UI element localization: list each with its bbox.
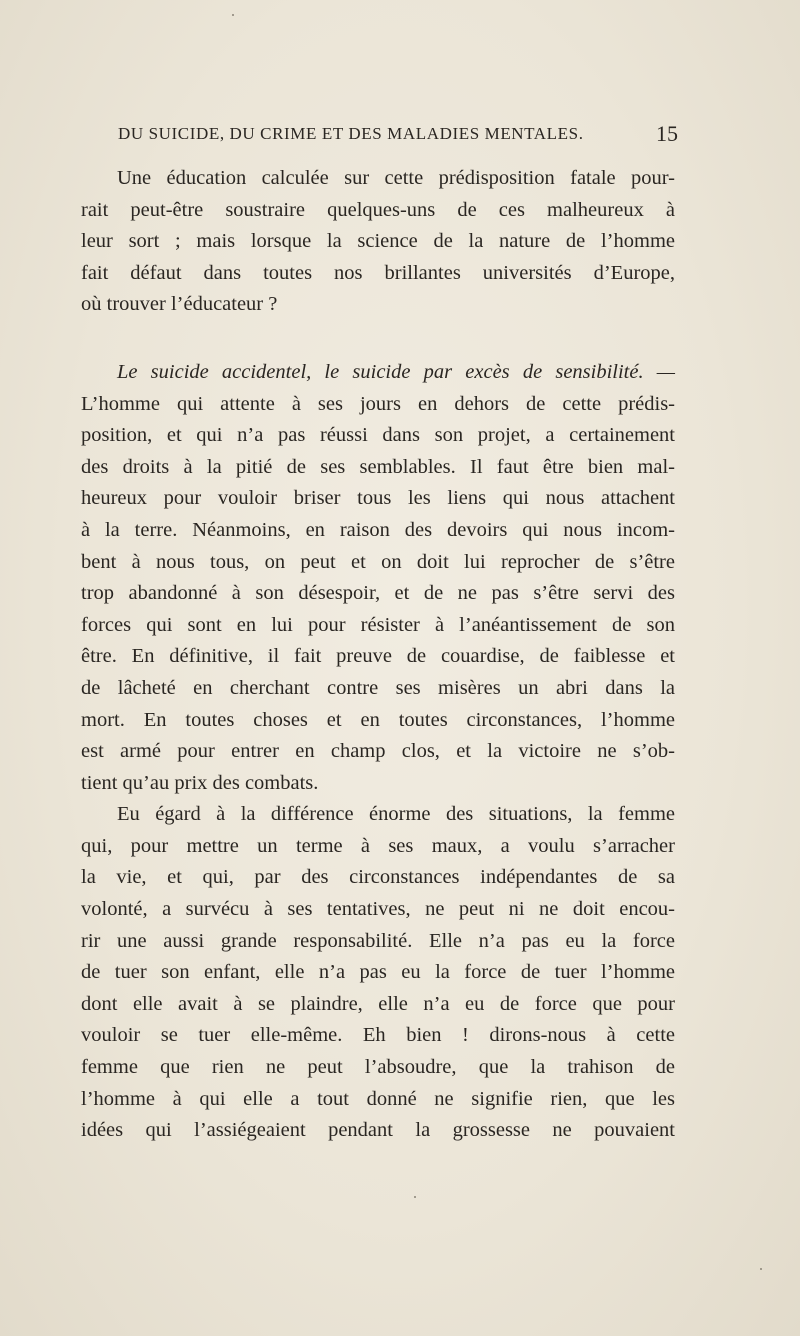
body-text (81, 163, 675, 1147)
text-line: l’homme à qui elle a tout donné ne signifie rien, que les (81, 1087, 675, 1110)
paragraph-gap (81, 321, 675, 357)
section-heading: Le suicide accidentel, le suicide par excès de sensibilité. — (117, 360, 675, 383)
text-line: femme que rien ne peut l’absoudre, que la trahison de (81, 1056, 675, 1079)
text-line: trop abandonné à son désespoir, et de ne pas s’être servi des (81, 582, 675, 605)
text-line: bent à nous tous, on peut et on doit lui reprocher de s’être (81, 550, 675, 573)
text-line: heureux pour vouloir briser tous les liens qui nous attachent (81, 487, 675, 510)
text-line: être. En définitive, il fait preuve de couardise, de faiblesse et (81, 645, 675, 668)
text-line: à la terre. Néanmoins, en raison des devoirs qui nous incom- (81, 518, 675, 541)
text-line: Eu égard à la différence énorme des situations, la femme (117, 803, 675, 826)
running-head (118, 121, 678, 150)
text-line: fait défaut dans toutes nos brillantes universités d’Europe, (81, 261, 675, 284)
text-line: où trouver l’éducateur ? (81, 293, 278, 316)
text-line: Une éducation calculée sur cette prédisposition fatale pour- (117, 167, 675, 189)
text-line: rir une aussi grande responsabilité. Elle n’a pas eu la force (81, 929, 675, 952)
text-line: forces qui sont en lui pour résister à l’anéantissement de son (81, 613, 675, 636)
text-line: est armé pour entrer en champ clos, et la victoire ne s’ob- (81, 740, 675, 763)
text-line: qui, pour mettre un terme à ses maux, a voulu s’arracher (81, 834, 675, 857)
text-line: la vie, et qui, par des circonstances indépendantes de sa (81, 866, 675, 889)
paragraph-3 (81, 799, 675, 1147)
text-line: volonté, a survécu à ses tentatives, ne peut ni ne doit encou- (81, 898, 675, 921)
text-line: des droits à la pitié de ses semblables. Il faut être bien mal- (81, 455, 675, 478)
text-line: L’homme qui attente à ses jours en dehors de cette prédis- (81, 392, 675, 415)
paper-speck (760, 1268, 762, 1270)
text-line: de tuer son enfant, elle n’a pas eu la force de tuer l’homme (81, 961, 675, 984)
text-line: dont elle avait à se plaindre, elle n’a eu de force que pour (81, 992, 675, 1015)
text-line: de lâcheté en cherchant contre ses misères un abri dans la (81, 676, 675, 699)
paper-speck (414, 1196, 416, 1198)
page-number: 15 (656, 121, 678, 146)
paragraph-2 (81, 357, 675, 799)
text-line: vouloir se tuer elle-même. Eh bien ! dirons-nous à cette (81, 1024, 675, 1047)
paper-speck (232, 14, 234, 16)
text-line: tient qu’au prix des combats. (81, 771, 319, 794)
text-line: position, et qui n’a pas réussi dans son projet, a certainement (81, 424, 675, 447)
text-line: mort. En toutes choses et en toutes circonstances, l’homme (81, 708, 675, 731)
paragraph-1 (81, 163, 675, 321)
text-line: idées qui l’assiégeaient pendant la grossesse ne pouvaient (81, 1119, 675, 1142)
text-line: leur sort ; mais lorsque la science de la nature de l’homme (81, 230, 675, 253)
text-line: rait peut-être soustraire quelques-uns de ces malheureux à (81, 198, 675, 221)
running-title: DU SUICIDE, DU CRIME ET DES MALADIES MENTALES. (118, 124, 584, 143)
